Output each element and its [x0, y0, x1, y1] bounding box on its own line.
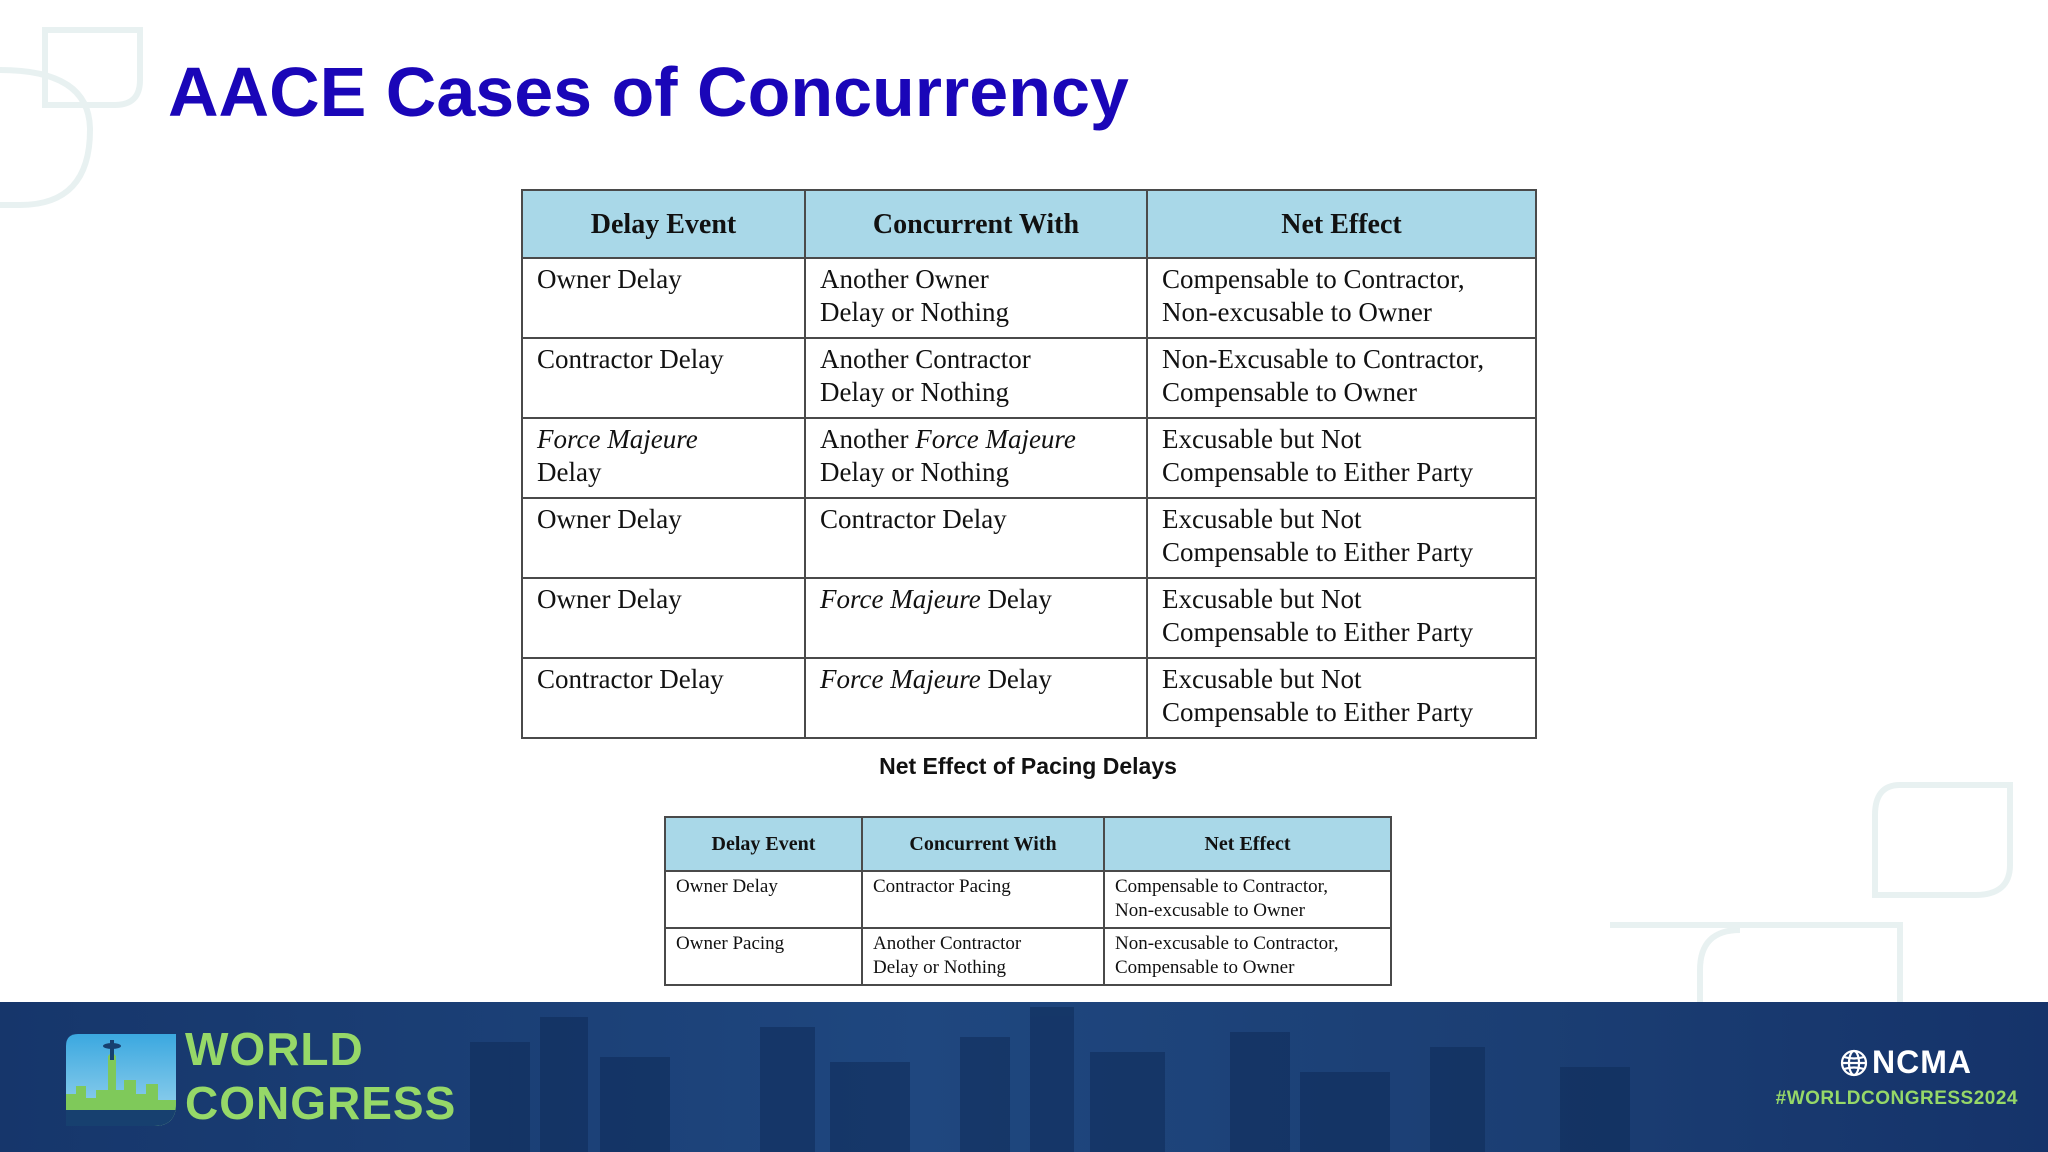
concurrent-with-cell: Another Contractor Delay or Nothing [862, 928, 1104, 985]
column-header-delay-event: Delay Event [522, 190, 805, 258]
globe-icon [1839, 1048, 1869, 1078]
concurrent-with-cell: Another Owner Delay or Nothing [805, 258, 1147, 338]
delay-event-cell: Owner Delay [522, 498, 805, 578]
net-effect-cell: Compensable to Contractor, Non-excusable to Owner [1147, 258, 1536, 338]
net-effect-cell: Compensable to Contractor, Non-excusable to Owner [1104, 871, 1391, 928]
net-effect-cell: Excusable but Not Compensable to Either Party [1147, 498, 1536, 578]
footer-banner [0, 1002, 2048, 1152]
delay-event-cell: Force Majeure Delay [522, 418, 805, 498]
concurrent-with-cell: Contractor Delay [805, 498, 1147, 578]
event-name-line-1: WORLD [185, 1023, 364, 1075]
table-row [665, 871, 1391, 928]
table-row [522, 578, 1536, 658]
column-header-concurrent-with: Concurrent With [862, 817, 1104, 871]
net-effect-cell: Non-excusable to Contractor, Compensable to Owner [1104, 928, 1391, 985]
net-effect-cell: Non-Excusable to Contractor, Compensable to Owner [1147, 338, 1536, 418]
pacing-table-title: Net Effect of Pacing Delays [879, 753, 1177, 779]
table-header-row [665, 817, 1391, 871]
delay-event-cell: Owner Pacing [665, 928, 862, 985]
net-effect-cell: Excusable but Not Compensable to Either Party [1147, 418, 1536, 498]
column-header-delay-event: Delay Event [665, 817, 862, 871]
org-name: NCMA [1872, 1044, 1972, 1080]
column-header-net-effect: Net Effect [1147, 190, 1536, 258]
delay-event-cell: Owner Delay [665, 871, 862, 928]
event-name-line-2: CONGRESS [185, 1077, 457, 1129]
column-header-net-effect: Net Effect [1104, 817, 1391, 871]
slide-title: AACE Cases of Concurrency [168, 53, 1129, 131]
concurrency-table [521, 189, 1537, 739]
table-row [522, 658, 1536, 738]
seattle-skyline-logo [66, 1034, 176, 1126]
delay-event-cell: Contractor Delay [522, 658, 805, 738]
table-header-row [522, 190, 1536, 258]
net-effect-cell: Excusable but Not Compensable to Either Party [1147, 658, 1536, 738]
concurrent-with-cell: Force Majeure Delay [805, 578, 1147, 658]
table-row [522, 418, 1536, 498]
event-hashtag: #WORLDCONGRESS2024 [1775, 1088, 2018, 1109]
table-row [665, 928, 1391, 985]
ncma-logo [1839, 1044, 1972, 1081]
delay-event-cell: Owner Delay [522, 578, 805, 658]
concurrent-with-cell: Another Force Majeure Delay or Nothing [805, 418, 1147, 498]
table-row [522, 258, 1536, 338]
net-effect-cell: Excusable but Not Compensable to Either Party [1147, 578, 1536, 658]
table-row [522, 498, 1536, 578]
concurrent-with-cell: Force Majeure Delay [805, 658, 1147, 738]
concurrent-with-cell: Contractor Pacing [862, 871, 1104, 928]
pacing-table [664, 816, 1392, 986]
table-row [522, 338, 1536, 418]
column-header-concurrent-with: Concurrent With [805, 190, 1147, 258]
concurrent-with-cell: Another Contractor Delay or Nothing [805, 338, 1147, 418]
delay-event-cell: Owner Delay [522, 258, 805, 338]
delay-event-cell: Contractor Delay [522, 338, 805, 418]
